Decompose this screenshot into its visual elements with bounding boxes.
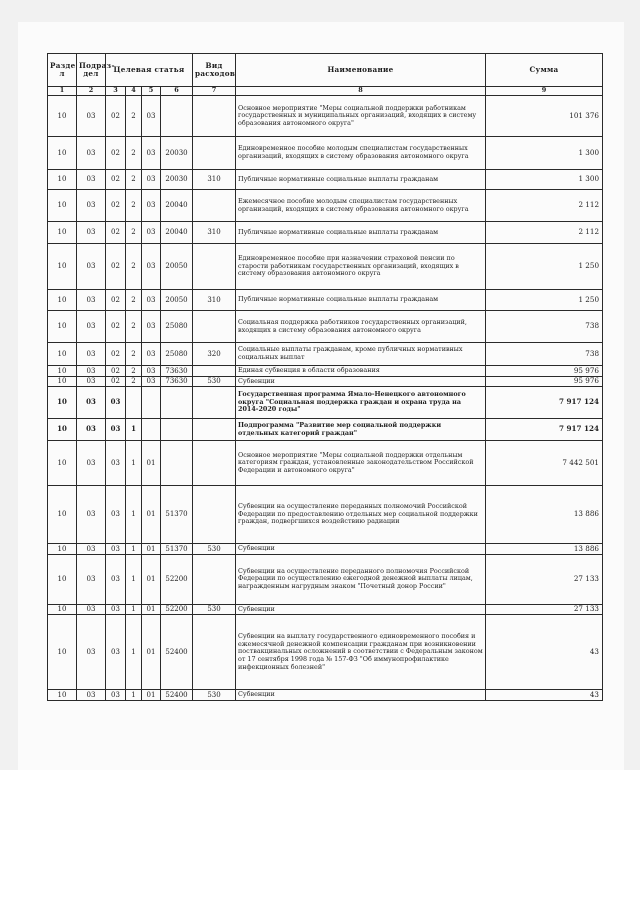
vid-rashodov-cell: 310: [193, 290, 236, 311]
table-row: [48, 690, 603, 701]
table-row: [48, 222, 603, 244]
celevaya-part4-cell: 20050: [161, 244, 193, 290]
razdel-cell: 10: [48, 222, 77, 244]
podrazdel-cell: 03: [77, 343, 106, 366]
celevaya-part1-cell: 03: [106, 387, 126, 419]
podrazdel-cell: 03: [77, 604, 106, 615]
celevaya-part3-cell: [142, 387, 161, 419]
header-razdel: Разде л: [48, 54, 77, 87]
celevaya-part2-cell: 2: [126, 96, 142, 137]
celevaya-part1-cell: 02: [106, 222, 126, 244]
summa-cell: 27 133: [486, 604, 603, 615]
celevaya-part4-cell: 73630: [161, 366, 193, 377]
podrazdel-cell: 03: [77, 441, 106, 486]
table-row: [48, 290, 603, 311]
index-cell: 5: [142, 87, 161, 96]
naimenovanie-cell: Единая субвенция в области образования: [236, 366, 486, 377]
table-row: [48, 554, 603, 604]
celevaya-part2-cell: 1: [126, 690, 142, 701]
vid-rashodov-cell: 310: [193, 222, 236, 244]
vid-rashodov-cell: [193, 486, 236, 544]
vid-rashodov-cell: [193, 387, 236, 419]
vid-rashodov-cell: 530: [193, 690, 236, 701]
vid-rashodov-cell: [193, 137, 236, 170]
celevaya-part3-cell: 01: [142, 486, 161, 544]
razdel-cell: 10: [48, 419, 77, 441]
celevaya-part2-cell: 1: [126, 419, 142, 441]
naimenovanie-cell: Субвенции: [236, 604, 486, 615]
table-row: [48, 615, 603, 690]
budget-table: [47, 53, 603, 701]
podrazdel-cell: 03: [77, 387, 106, 419]
celevaya-part3-cell: 03: [142, 376, 161, 387]
celevaya-part1-cell: 02: [106, 366, 126, 377]
table-row: [48, 244, 603, 290]
naimenovanie-cell: Субвенции на выплату государственного единовременного пособия и ежемесячной денежной компенсации гражданам при возникновении поствакцинальных осложнений в соответствии с Федеральным законом от 17 сентября 1998 года № 157-ФЗ "Об иммунопрофилактике инфекционных болезней": [236, 615, 486, 690]
celevaya-part4-cell: 20030: [161, 170, 193, 190]
celevaya-part4-cell: 20030: [161, 137, 193, 170]
celevaya-part2-cell: 2: [126, 222, 142, 244]
celevaya-part2-cell: 1: [126, 615, 142, 690]
table-row: [48, 387, 603, 419]
celevaya-part4-cell: 51370: [161, 486, 193, 544]
vid-rashodov-cell: [193, 441, 236, 486]
razdel-cell: 10: [48, 544, 77, 555]
celevaya-part1-cell: 03: [106, 544, 126, 555]
summa-cell: 738: [486, 343, 603, 366]
table-row: [48, 311, 603, 343]
table-row: [48, 343, 603, 366]
podrazdel-cell: 03: [77, 376, 106, 387]
table-row: [48, 170, 603, 190]
podrazdel-cell: 03: [77, 244, 106, 290]
vid-rashodov-cell: [193, 615, 236, 690]
celevaya-part2-cell: 2: [126, 244, 142, 290]
celevaya-part1-cell: 03: [106, 486, 126, 544]
table-body: [48, 96, 603, 701]
razdel-cell: 10: [48, 96, 77, 137]
celevaya-part3-cell: 01: [142, 604, 161, 615]
index-cell: 7: [193, 87, 236, 96]
celevaya-part3-cell: 01: [142, 615, 161, 690]
celevaya-part4-cell: 52400: [161, 690, 193, 701]
celevaya-part2-cell: [126, 387, 142, 419]
table-row: [48, 190, 603, 222]
summa-cell: 7 917 124: [486, 387, 603, 419]
celevaya-part1-cell: 02: [106, 96, 126, 137]
celevaya-part2-cell: 1: [126, 544, 142, 555]
podrazdel-cell: 03: [77, 170, 106, 190]
summa-cell: 27 133: [486, 554, 603, 604]
celevaya-part4-cell: [161, 387, 193, 419]
podrazdel-cell: 03: [77, 222, 106, 244]
naimenovanie-cell: Субвенции: [236, 376, 486, 387]
header-celevaya-statya: Целевая статья: [106, 54, 193, 87]
table-row: [48, 544, 603, 555]
razdel-cell: 10: [48, 554, 77, 604]
naimenovanie-cell: Государственная программа Ямало-Ненецкого автономного округа "Социальная поддержка граждан и охрана труда на 2014-2020 годы": [236, 387, 486, 419]
podrazdel-cell: 03: [77, 366, 106, 377]
celevaya-part1-cell: 03: [106, 690, 126, 701]
celevaya-part2-cell: 1: [126, 441, 142, 486]
header-podrazdel: Подраз- дел: [77, 54, 106, 87]
podrazdel-cell: 03: [77, 137, 106, 170]
summa-cell: 2 112: [486, 222, 603, 244]
index-cell: 3: [106, 87, 126, 96]
celevaya-part3-cell: 03: [142, 137, 161, 170]
naimenovanie-cell: Единовременное пособие молодым специалистам государственных организаций, входящих в систему образования автономного округа: [236, 137, 486, 170]
vid-rashodov-cell: [193, 366, 236, 377]
table-row: [48, 441, 603, 486]
naimenovanie-cell: Публичные нормативные социальные выплаты гражданам: [236, 170, 486, 190]
header-naimenovanie: Наименование: [236, 54, 486, 87]
razdel-cell: 10: [48, 376, 77, 387]
naimenovanie-cell: Основное мероприятие "Меры социальной поддержки работникам государственных и муниципальных организаций, входящих в систему образования автономного округа": [236, 96, 486, 137]
header-summa: Сумма: [486, 54, 603, 87]
celevaya-part1-cell: 02: [106, 290, 126, 311]
naimenovanie-cell: Единовременное пособие при назначении страховой пенсии по старости работникам государственных организаций, входящих в систему образования автономного округа: [236, 244, 486, 290]
vid-rashodov-cell: 530: [193, 544, 236, 555]
naimenovanie-cell: Социальная поддержка работников государственных организаций, входящих в систему образования автономного округа: [236, 311, 486, 343]
razdel-cell: 10: [48, 190, 77, 222]
celevaya-part4-cell: 52200: [161, 554, 193, 604]
celevaya-part1-cell: 03: [106, 615, 126, 690]
summa-cell: 13 886: [486, 486, 603, 544]
celevaya-part4-cell: [161, 419, 193, 441]
header-row: [48, 54, 603, 87]
podrazdel-cell: 03: [77, 419, 106, 441]
naimenovanie-cell: Субвенции на осуществление переданных полномочий Российской Федерации по предоставлению отдельных мер социальной поддержки граждан, подвергшихся воздействию радиации: [236, 486, 486, 544]
naimenovanie-cell: Социальные выплаты гражданам, кроме публичных нормативных социальных выплат: [236, 343, 486, 366]
celevaya-part3-cell: 03: [142, 343, 161, 366]
summa-cell: 101 376: [486, 96, 603, 137]
celevaya-part2-cell: 1: [126, 486, 142, 544]
razdel-cell: 10: [48, 441, 77, 486]
celevaya-part3-cell: 03: [142, 222, 161, 244]
table-row: [48, 96, 603, 137]
table-row: [48, 366, 603, 377]
razdel-cell: 10: [48, 486, 77, 544]
vid-rashodov-cell: [193, 311, 236, 343]
index-cell: 6: [161, 87, 193, 96]
naimenovanie-cell: Подпрограмма "Развитие мер социальной поддержки отдельных категорий граждан": [236, 419, 486, 441]
razdel-cell: 10: [48, 343, 77, 366]
podrazdel-cell: 03: [77, 311, 106, 343]
summa-cell: 95 976: [486, 366, 603, 377]
index-row: [48, 87, 603, 96]
podrazdel-cell: 03: [77, 290, 106, 311]
podrazdel-cell: 03: [77, 615, 106, 690]
celevaya-part4-cell: 73630: [161, 376, 193, 387]
celevaya-part4-cell: 20040: [161, 190, 193, 222]
summa-cell: 43: [486, 615, 603, 690]
celevaya-part2-cell: 2: [126, 290, 142, 311]
table-row: [48, 604, 603, 615]
celevaya-part4-cell: 51370: [161, 544, 193, 555]
index-cell: 1: [48, 87, 77, 96]
razdel-cell: 10: [48, 615, 77, 690]
celevaya-part1-cell: 03: [106, 441, 126, 486]
summa-cell: 1 300: [486, 137, 603, 170]
vid-rashodov-cell: [193, 190, 236, 222]
vid-rashodov-cell: 320: [193, 343, 236, 366]
vid-rashodov-cell: 310: [193, 170, 236, 190]
index-cell: 9: [486, 87, 603, 96]
celevaya-part4-cell: [161, 96, 193, 137]
table-row: [48, 137, 603, 170]
celevaya-part1-cell: 03: [106, 554, 126, 604]
celevaya-part2-cell: 2: [126, 170, 142, 190]
celevaya-part1-cell: 02: [106, 343, 126, 366]
celevaya-part1-cell: 02: [106, 170, 126, 190]
celevaya-part3-cell: 03: [142, 190, 161, 222]
table-row: [48, 376, 603, 387]
celevaya-part1-cell: 02: [106, 376, 126, 387]
summa-cell: 7 917 124: [486, 419, 603, 441]
summa-cell: 1 300: [486, 170, 603, 190]
podrazdel-cell: 03: [77, 190, 106, 222]
naimenovanie-cell: Публичные нормативные социальные выплаты гражданам: [236, 290, 486, 311]
celevaya-part4-cell: 20050: [161, 290, 193, 311]
summa-cell: 95 976: [486, 376, 603, 387]
summa-cell: 2 112: [486, 190, 603, 222]
celevaya-part1-cell: 02: [106, 190, 126, 222]
razdel-cell: 10: [48, 244, 77, 290]
celevaya-part2-cell: 2: [126, 343, 142, 366]
razdel-cell: 10: [48, 387, 77, 419]
razdel-cell: 10: [48, 366, 77, 377]
razdel-cell: 10: [48, 137, 77, 170]
celevaya-part3-cell: 01: [142, 544, 161, 555]
celevaya-part3-cell: 01: [142, 554, 161, 604]
podrazdel-cell: 03: [77, 544, 106, 555]
summa-cell: 7 442 501: [486, 441, 603, 486]
summa-cell: 1 250: [486, 290, 603, 311]
celevaya-part2-cell: 2: [126, 366, 142, 377]
index-cell: 2: [77, 87, 106, 96]
naimenovanie-cell: Основное мероприятие "Меры социальной поддержки отдельным категориям граждан, установленные законодательством Российской Федерации и автономного округа": [236, 441, 486, 486]
podrazdel-cell: 03: [77, 554, 106, 604]
razdel-cell: 10: [48, 170, 77, 190]
celevaya-part3-cell: 03: [142, 290, 161, 311]
celevaya-part4-cell: 20040: [161, 222, 193, 244]
podrazdel-cell: 03: [77, 690, 106, 701]
celevaya-part2-cell: 1: [126, 554, 142, 604]
celevaya-part3-cell: 03: [142, 244, 161, 290]
index-cell: 4: [126, 87, 142, 96]
celevaya-part2-cell: 2: [126, 311, 142, 343]
celevaya-part2-cell: 2: [126, 137, 142, 170]
naimenovanie-cell: Публичные нормативные социальные выплаты гражданам: [236, 222, 486, 244]
celevaya-part4-cell: 25080: [161, 311, 193, 343]
razdel-cell: 10: [48, 690, 77, 701]
summa-cell: 43: [486, 690, 603, 701]
celevaya-part3-cell: 03: [142, 366, 161, 377]
celevaya-part3-cell: 01: [142, 690, 161, 701]
celevaya-part3-cell: 03: [142, 311, 161, 343]
celevaya-part3-cell: [142, 419, 161, 441]
vid-rashodov-cell: 530: [193, 376, 236, 387]
index-cell: 8: [236, 87, 486, 96]
celevaya-part4-cell: 52200: [161, 604, 193, 615]
podrazdel-cell: 03: [77, 96, 106, 137]
celevaya-part2-cell: 1: [126, 604, 142, 615]
vid-rashodov-cell: [193, 554, 236, 604]
celevaya-part4-cell: 25080: [161, 343, 193, 366]
naimenovanie-cell: Субвенции: [236, 690, 486, 701]
vid-rashodov-cell: [193, 96, 236, 137]
summa-cell: 738: [486, 311, 603, 343]
table-row: [48, 486, 603, 544]
razdel-cell: 10: [48, 604, 77, 615]
celevaya-part2-cell: 2: [126, 376, 142, 387]
celevaya-part1-cell: 03: [106, 604, 126, 615]
celevaya-part1-cell: 02: [106, 311, 126, 343]
naimenovanie-cell: Субвенции на осуществление переданного полномочия Российской Федерации по осуществлению ежегодной денежной выплаты лицам, награжденным нагрудным знаком "Почетный донор России": [236, 554, 486, 604]
celevaya-part4-cell: [161, 441, 193, 486]
vid-rashodov-cell: [193, 244, 236, 290]
celevaya-part3-cell: 03: [142, 170, 161, 190]
podrazdel-cell: 03: [77, 486, 106, 544]
razdel-cell: 10: [48, 311, 77, 343]
summa-cell: 13 886: [486, 544, 603, 555]
celevaya-part1-cell: 02: [106, 244, 126, 290]
celevaya-part1-cell: 02: [106, 137, 126, 170]
summa-cell: 1 250: [486, 244, 603, 290]
celevaya-part1-cell: 03: [106, 419, 126, 441]
razdel-cell: 10: [48, 290, 77, 311]
celevaya-part4-cell: 52400: [161, 615, 193, 690]
naimenovanie-cell: Субвенции: [236, 544, 486, 555]
vid-rashodov-cell: [193, 419, 236, 441]
table-row: [48, 419, 603, 441]
header-vid-rashodov: Вид расходов: [193, 54, 236, 87]
celevaya-part3-cell: 03: [142, 96, 161, 137]
celevaya-part3-cell: 01: [142, 441, 161, 486]
vid-rashodov-cell: 530: [193, 604, 236, 615]
celevaya-part2-cell: 2: [126, 190, 142, 222]
naimenovanie-cell: Ежемесячное пособие молодым специалистам государственных организаций, входящих в систему образования автономного округа: [236, 190, 486, 222]
